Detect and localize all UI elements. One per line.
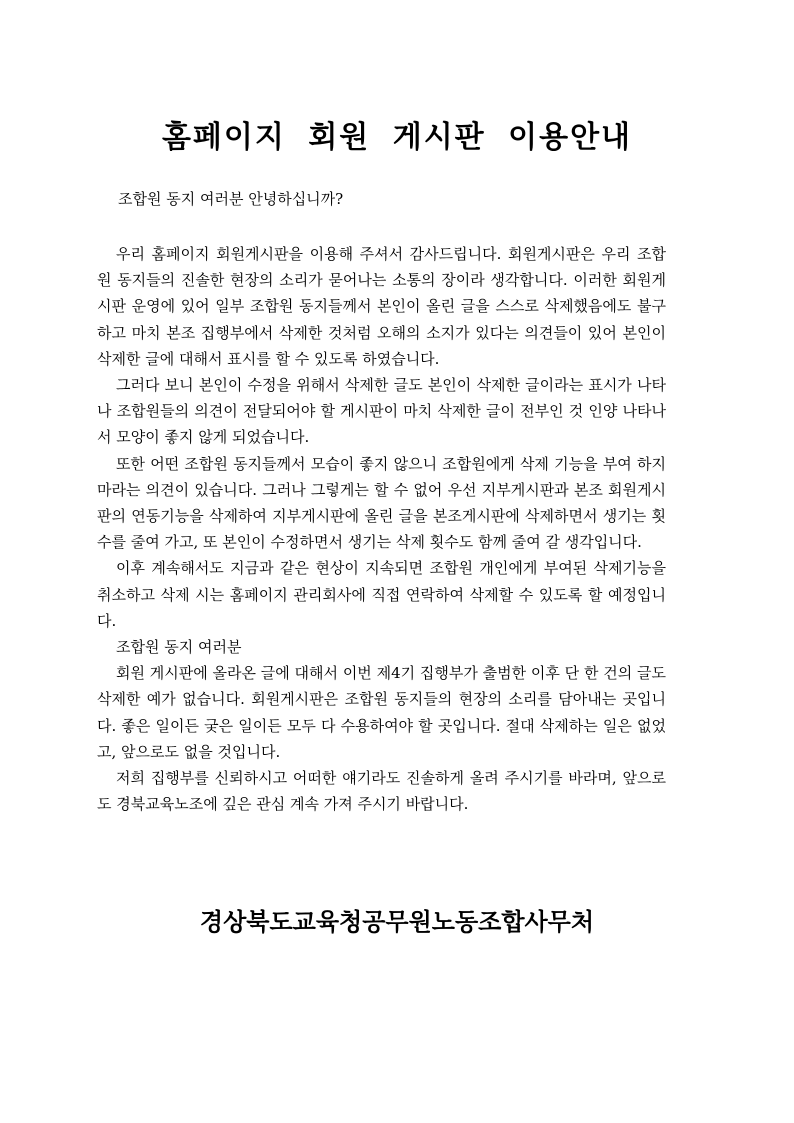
greeting-line: 조합원 동지 여러분 안녕하십니까? bbox=[118, 190, 344, 208]
paragraph: 회원 게시판에 올라온 글에 대해서 이번 제4기 집행부가 출범한 이후 단 한 건의 글도 삭제한 예가 없습니다. 회원게시판은 조합원 동지들의 현장의 소리를 담아내는 곳입니다. 좋은 일이든 궂은 일이든 모두 다 수용하여야 할 곳입니다. 절대 삭제하는 일은 없었고, 앞으로도 없을 것입니다. bbox=[97, 664, 666, 761]
paragraph: 그러다 보니 본인이 수정을 위해서 삭제한 글도 본인이 삭제한 글이라는 표시가 나타나 조합원들의 의견이 전달되어야 할 게시판이 마치 삭제한 글이 전부인 것 인양 나타나서 모양이 좋지 않게 되었습니다. bbox=[97, 376, 666, 447]
paragraph: 우리 홈페이지 회원게시판을 이용해 주셔서 감사드립니다. 회원게시판은 우리 조합원 동지들의 진솔한 현장의 소리가 묻어나는 소통의 장이라 생각합니다. 이러한 회원게시판 운영에 있어 일부 조합원 동지들께서 본인이 올린 글을 스스로 삭제했음에도 불구하고 마치 본조 집행부에서 삭제한 것처럼 오해의 소지가 있다는 의견들이 있어 본인이 삭제한 글에 대해서 표시를 할 수 있도록 하였습니다. bbox=[97, 245, 666, 368]
document-body bbox=[97, 241, 666, 817]
paragraph: 또한 어떤 조합원 동지들께서 모습이 좋지 않으니 조합원에게 삭제 기능을 부여 하지 마라는 의견이 있습니다. 그러나 그렇게는 할 수 없어 우선 지부게시판과 본조 회원게시판의 연동기능을 삭제하여 지부게시판에 올린 글을 본조게시판에 삭제하면서 생기는 횟수를 줄여 가고, 또 본인이 수정하면서 생기는 삭제 횟수도 함께 줄여 갈 생각입니다. bbox=[97, 454, 666, 552]
salutation-line: 조합원 동지 여러분 bbox=[116, 638, 242, 657]
document-title: 홈페이지 회원 게시판 이용안내 bbox=[161, 120, 633, 155]
paragraph: 이후 계속해서도 지금과 같은 현상이 지속되면 조합원 개인에게 부여된 삭제기능을 취소하고 삭제 시는 홈페이지 관리회사에 직접 연락하여 삭제할 수 있도록 할 예정입니다. bbox=[97, 559, 666, 630]
signature-organization: 경상북도교육청공무원노동조합사무처 bbox=[199, 908, 595, 936]
paragraph: 저희 집행부를 신뢰하시고 어떠한 얘기라도 진솔하게 올려 주시기를 바라며, 앞으로도 경북교육노조에 깊은 관심 계속 가져 주시기 바랍니다. bbox=[97, 769, 666, 814]
